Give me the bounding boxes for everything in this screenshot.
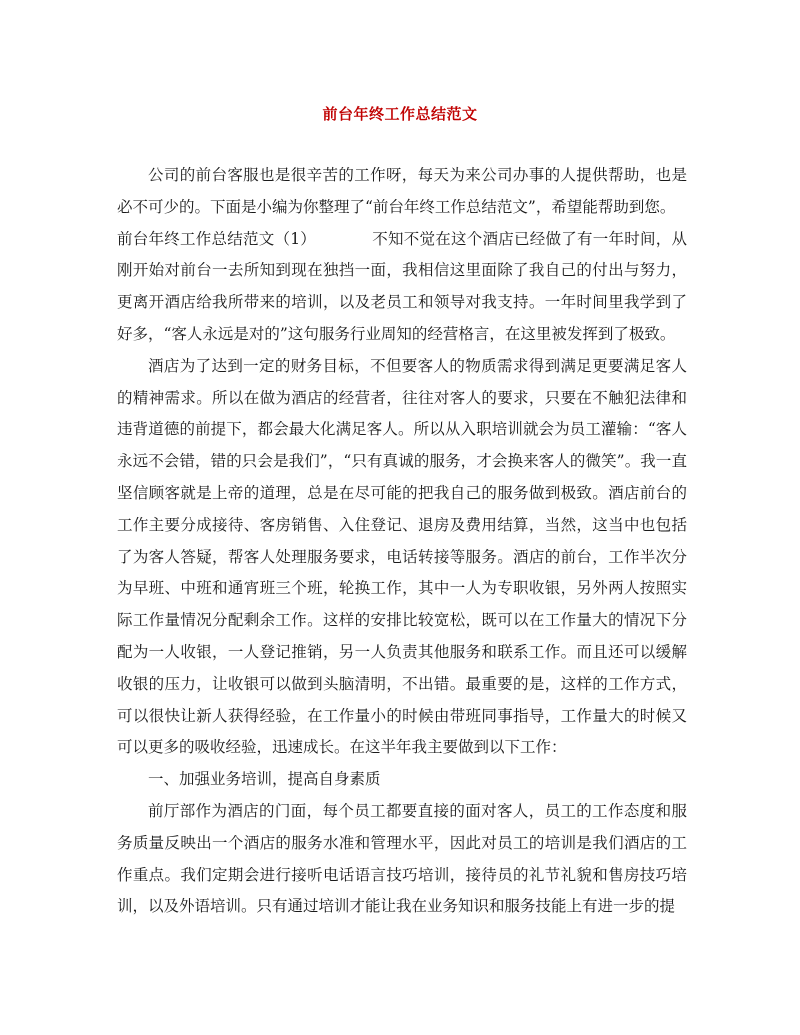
paragraph-1: 不知不觉在这个酒店已经做了有一年时间，从刚开始对前台一去所知到现在独挡一面，我相信这里面除了我自己的付出与努力，更离开酒店给我所带来的培训，以及老员工和领导对我支持。一年时间里我学到了好多，“客人永远是对的”这句服务行业周知的经营格言，在这里被发挥到了极致。 bbox=[117, 229, 687, 343]
document-title: 前台年终工作总结范文 bbox=[322, 105, 478, 123]
paragraph-3: 前厅部作为酒店的门面，每个员工都要直接的面对客人，员工的工作态度和服务质量反映出一个酒店的服务水准和管理水平，因此对员工的培训是我们酒店的工作重点。我们定期会进行接听电话语言技巧培训，接待员的礼节礼貌和售房技巧培训，以及外语培训。只有通过培训才能让我在业务知识和服务技能上有进一步的提 bbox=[117, 801, 687, 916]
intro-paragraph: 公司的前台客服也是很辛苦的工作呀，每天为来公司办事的人提供帮助，也是必不可少的。下面是小编为你整理了“前台年终工作总结范文”，希望能帮助到您。 bbox=[117, 166, 687, 216]
section-paragraph-1 bbox=[117, 224, 687, 351]
document-body bbox=[117, 160, 687, 923]
paragraph-2: 酒店为了达到一定的财务目标，不但要客人的物质需求得到满足更要满足客人的精神需求。所以在做为酒店的经营者，往往对客人的要求，只要在不触犯法律和违背道德的前提下，都会最大化满足客人。所以从入职培训就会为员工灌输：“客人永远不会错，错的只会是我们”，“只有真诚的服务，才会换来客人的微笑”。我一直坚信顾客就是上帝的道理，总是在尽可能的把我自己的服务做到极致。酒店前台的工作主要分成接待、客房销售、入住登记、退房及费用结算，当然，这当中也包括了为客人答疑，帮客人处理服务要求，电话转接等服务。酒店的前台，工作半次分为早班、中班和通宵班三个班，轮换工作，其中一人为专职收银，另外两人按照实际工作量情况分配剩余工作。这样的安排比较宽松，既可以在工作量大的情况下分配为一人收银，一人登记推销，另一人负责其他服务和联系工作。而且还可以缓解收银的压力，让收银可以做到头脑清明，不出错。最重要的是，这样的工作方式，可以很快让新人获得经验，在工作量小的时候由带班同事指导，工作量大的时候又可以更多的吸收经验，迅速成长。在这半年我主要做到以下工作： bbox=[117, 356, 687, 757]
section-heading-1: 一、加强业务培训，提高自身素质 bbox=[148, 770, 381, 789]
section-label: 前台年终工作总结范文（1） bbox=[117, 229, 317, 248]
